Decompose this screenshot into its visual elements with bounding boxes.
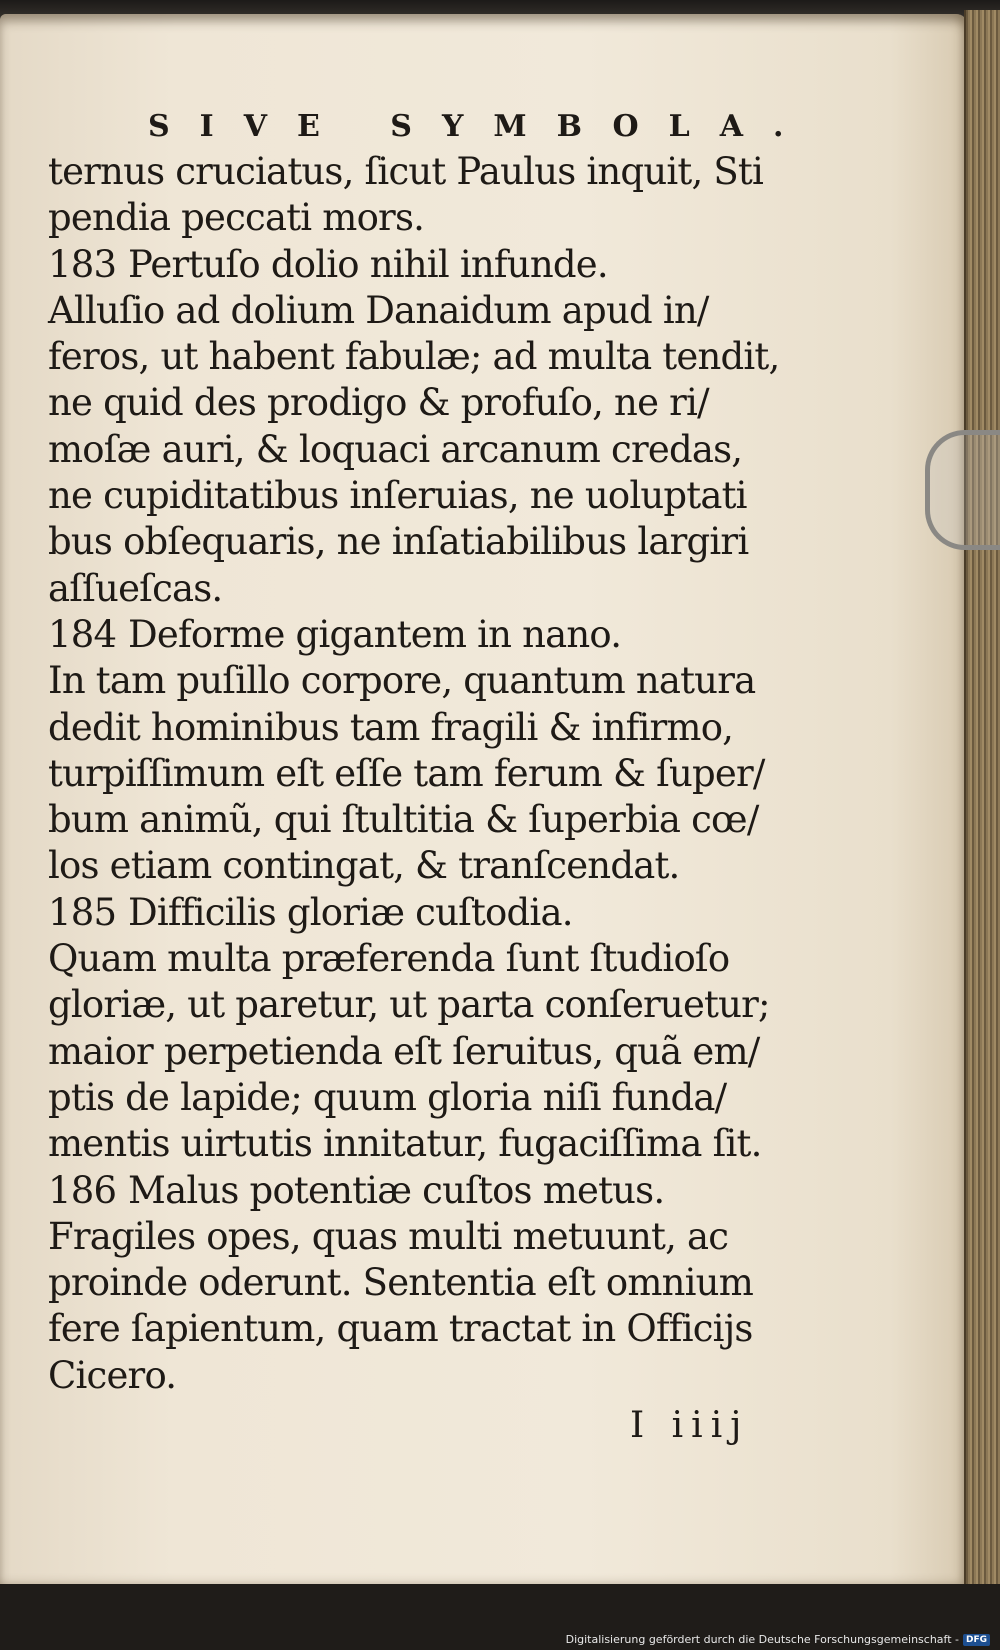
text-line: turpiſſimum eſt eſſe tam ferum & ſuper/	[48, 751, 765, 795]
text-line: ne quid des prodigo & profuſo, ne ri/	[48, 381, 709, 425]
dfg-logo-icon: DFG	[963, 1634, 990, 1646]
text-line: ternus cruciatus, ſicut Paulus inquit, Sti	[48, 150, 764, 193]
text-line: pendia peccati mors.	[48, 196, 425, 240]
page-text	[48, 105, 828, 1399]
text-line: Fragiles opes, quas multi metuunt, ac	[48, 1214, 729, 1258]
text-line: feros, ut habent fabulæ; ad multa tendit,	[48, 335, 780, 379]
text-line: moſæ auri, & loquaci arcanum credas,	[48, 427, 743, 471]
text-line: fere ſapientum, quam tractat in Officijs	[48, 1307, 753, 1351]
entry-title: Deforme gigantem in nano.	[128, 612, 622, 656]
text-line: maior perpetienda eſt ſeruitus, quã em/	[48, 1029, 760, 1073]
text-line: aſſueſcas.	[48, 566, 223, 610]
text-line: ptis de lapide; quum gloria niſi funda/	[48, 1075, 727, 1119]
text-line: ne cupiditatibus inſeruias, ne uoluptati	[48, 474, 747, 518]
text-line: dedit hominibus tam fragili & infirmo,	[48, 705, 734, 749]
text-line: mentis uirtutis innitatur, fugaciſſima ſit.	[48, 1122, 762, 1166]
book-fore-edge	[964, 10, 1000, 1590]
credit-text: Digitalisierung gefördert durch die Deutsche Forschungsgemeinschaft -	[565, 1633, 959, 1646]
text-line: Cicero.	[48, 1353, 177, 1397]
text-line: Alluſio ad dolium Danaidum apud in/	[48, 288, 709, 332]
text-line: los etiam contingat, & tranſcendat.	[48, 844, 680, 888]
text-line: Quam multa præferenda ſunt ſtudioſo	[48, 937, 730, 981]
entry-title: Malus potentiæ cuſtos metus.	[128, 1168, 665, 1212]
entry-heading	[48, 242, 828, 288]
entry-heading	[48, 612, 828, 658]
entry-number: 185	[48, 890, 117, 934]
text-line: bum animũ, qui ſtultitia & ſuperbia cœ/	[48, 798, 759, 842]
clasp-icon	[925, 430, 1000, 550]
entry-title: Pertuſo dolio nihil infunde.	[128, 242, 608, 286]
entry-title: Difficilis gloriæ cuſtodia.	[128, 890, 573, 934]
entry-number: 186	[48, 1168, 117, 1212]
entry-number: 184	[48, 612, 117, 656]
text-line: gloriæ, ut paretur, ut parta conſeruetur;	[48, 983, 770, 1027]
entry-heading	[48, 890, 828, 936]
folio-signature: I iiij	[630, 1405, 750, 1446]
entry-number: 183	[48, 242, 117, 286]
text-line: bus obſequaris, ne inſatiabilibus largiri	[48, 520, 749, 564]
text-line: proinde oderunt. Sententia eſt omnium	[48, 1261, 753, 1305]
running-head: SIVE SYMBOLA.	[148, 109, 814, 144]
text-line: In tam puſillo corpore, quantum natura	[48, 659, 756, 703]
digitization-credit	[566, 1633, 990, 1646]
entry-heading	[48, 1168, 828, 1214]
scan-border-bottom	[0, 1584, 1000, 1650]
